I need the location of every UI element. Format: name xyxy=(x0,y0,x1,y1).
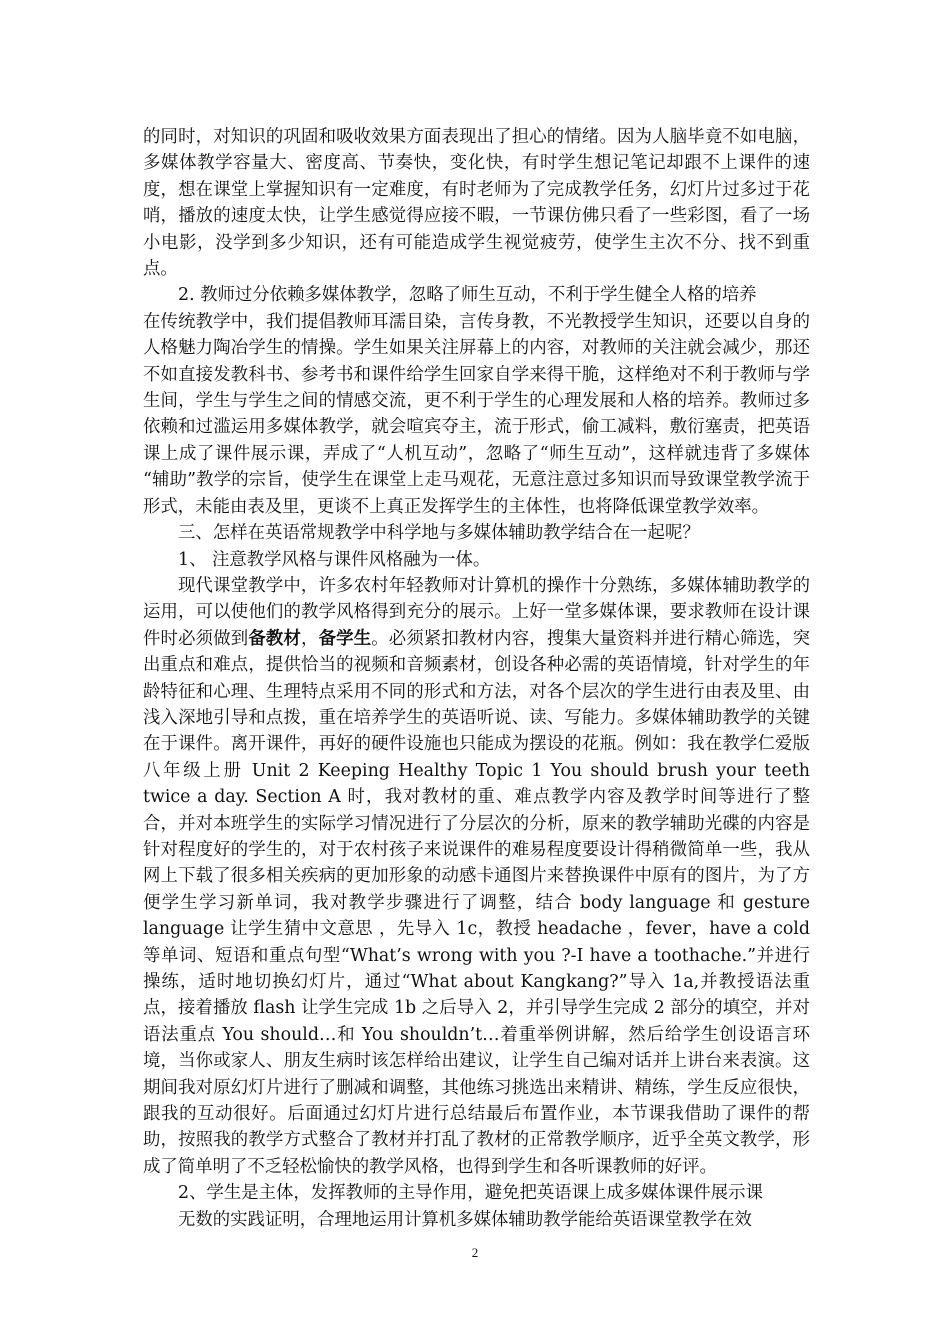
subsection-heading: 2、学生是主体，发挥教师的主导作用，避免把英语课上成多媒体课件展示课 xyxy=(178,1183,763,1204)
text-run: ， xyxy=(301,628,319,649)
page-number: 2 xyxy=(471,1245,479,1260)
paragraph: 无数的实践证明，合理地运用计算机多媒体辅助教学能给英语课堂教学在效 xyxy=(178,1209,752,1230)
subsection-heading: 1、 注意教学风格与课件风格融为一体。 xyxy=(178,549,491,570)
bold-term: 备教材 xyxy=(248,628,302,649)
section-heading: 2. 教师过分依赖多媒体教学，忽略了师生互动，不利于学生健全人格的培养 xyxy=(178,285,757,306)
text-run: 。必须紧扣教材内容，搜集大量资料并进行精心筛选，突出重点和难点，提供恰当的视频和音频素材，创设各种必需的英语情境，针对学生的年龄特征和心理、生理特点采用不同的形式和方法，对各个层次的学生进行由表及里、由浅入深地引导和点拨，重在培养学生的英语听说、读、写能力。多媒体辅助教学的关键在于课件。离开课件，再好的硬件设施也只能成为摆设的花瓶。例如：我在教学仁爱版八年级上册 Unit 2 Keeping Healthy Topic 1 You should brush your teeth twice a day. Section A 时，我对教材的重、难点教学内容及教学时间等进行了整合，并对本班学生的实际学习情况进行了分层次的分析，原来的教学辅助光碟的内容是针对程度好的学生的，对于农村孩子来说课件的难易程度要设计得稍微简单一些，我从网上下载了很多相关疾病的更加形象的动感卡通图片来替换课件中原有的图片，为了方便学生学习新单词，我对教学步骤进行了调整，结合 body language 和 gesture language 让学生猜中文意思 ，先导入 1c，教授 headache ，fever，have a cold 等单词、短语和重点句型“What’s wrong with you ?-I have a toothache.”并进行操练，适时地切换幻灯片，通过“What about Kangkang?”导入 1a,并教授语法重点，接着播放 flash 让学生完成 1b 之后导入 2，并引导学生完成 2 部分的填空，并对语法重点 You should…和 You shouldn’t…着重举例讲解，然后给学生创设语言环境，当你或家人、朋友生病时该怎样给出建议，让学生自己编对话并上讲台来表演。这期间我对原幻灯片进行了删减和调整，其他练习挑选出来精讲、精练，学生反应很快，跟我的互动很好。后面通过幻灯片进行总结最后布置作业，本节课我借助了课件的帮助，按照我的教学方式整合了教材并打乱了教材的正常教学顺序，近乎全英文教学，形成了简单明了不乏轻松愉快的教学风格，也得到学生和各听课教师的好评。 xyxy=(143,628,810,1177)
paragraph xyxy=(143,573,810,1180)
section-heading: 三、怎样在英语常规教学中科学地与多媒体辅助教学结合在一起呢？ xyxy=(178,523,700,544)
bold-term: 备学生 xyxy=(318,628,372,649)
paragraph: 的同时，对知识的巩固和吸收效果方面表现出了担心的情绪。因为人脑毕竟不如电脑，多媒体教学容量大、密度高、节奏快，变化快，有时学生想记笔记却跟不上课件的速度，想在课堂上掌握知识有一定难度，有时老师为了完成教学任务，幻灯片过多过于花哨，播放的速度太快，让学生感觉得应接不暇，一节课仿佛只看了一些彩图，看了一场小电影，没学到多少知识，还有可能造成学生视觉疲劳，使学生主次不分、找不到重点。 xyxy=(143,127,810,280)
document-body xyxy=(143,124,810,1233)
paragraph: 在传统教学中，我们提倡教师耳濡目染，言传身教，不光教授学生知识，还要以自身的人格魅力陶冶学生的情操。学生如果关注屏幕上的内容，对教师的关注就会减少，那还不如直接发教科书、参考书和课件给学生回家自学来得干脆，这样绝对不利于教师与学生间，学生与学生之间的情感交流，更不利于学生的心理发展和人格的培养。教师过多依赖和过滥运用多媒体教学，就会喧宾夺主，流于形式，偷工减料，敷衍塞责，把英语课上成了课件展示课，弄成了“人机互动”，忽略了“师生互动”，这样就违背了多媒体 “辅助”教学的宗旨，使学生在课堂上走马观花，无意注意过多知识而导致课堂教学流于形式，未能由表及里，更谈不上真正发挥学生的主体性，也将降低课堂教学效率。 xyxy=(143,311,810,517)
text-run: 现代课堂教学中，许多农村年轻教师对计算机的操作十分熟练，多媒体辅助教学的运用，可以使他们的教学风格得到充分的展示。上好一堂多媒体课，要求教师在设计课件时必须做到 xyxy=(143,575,810,649)
